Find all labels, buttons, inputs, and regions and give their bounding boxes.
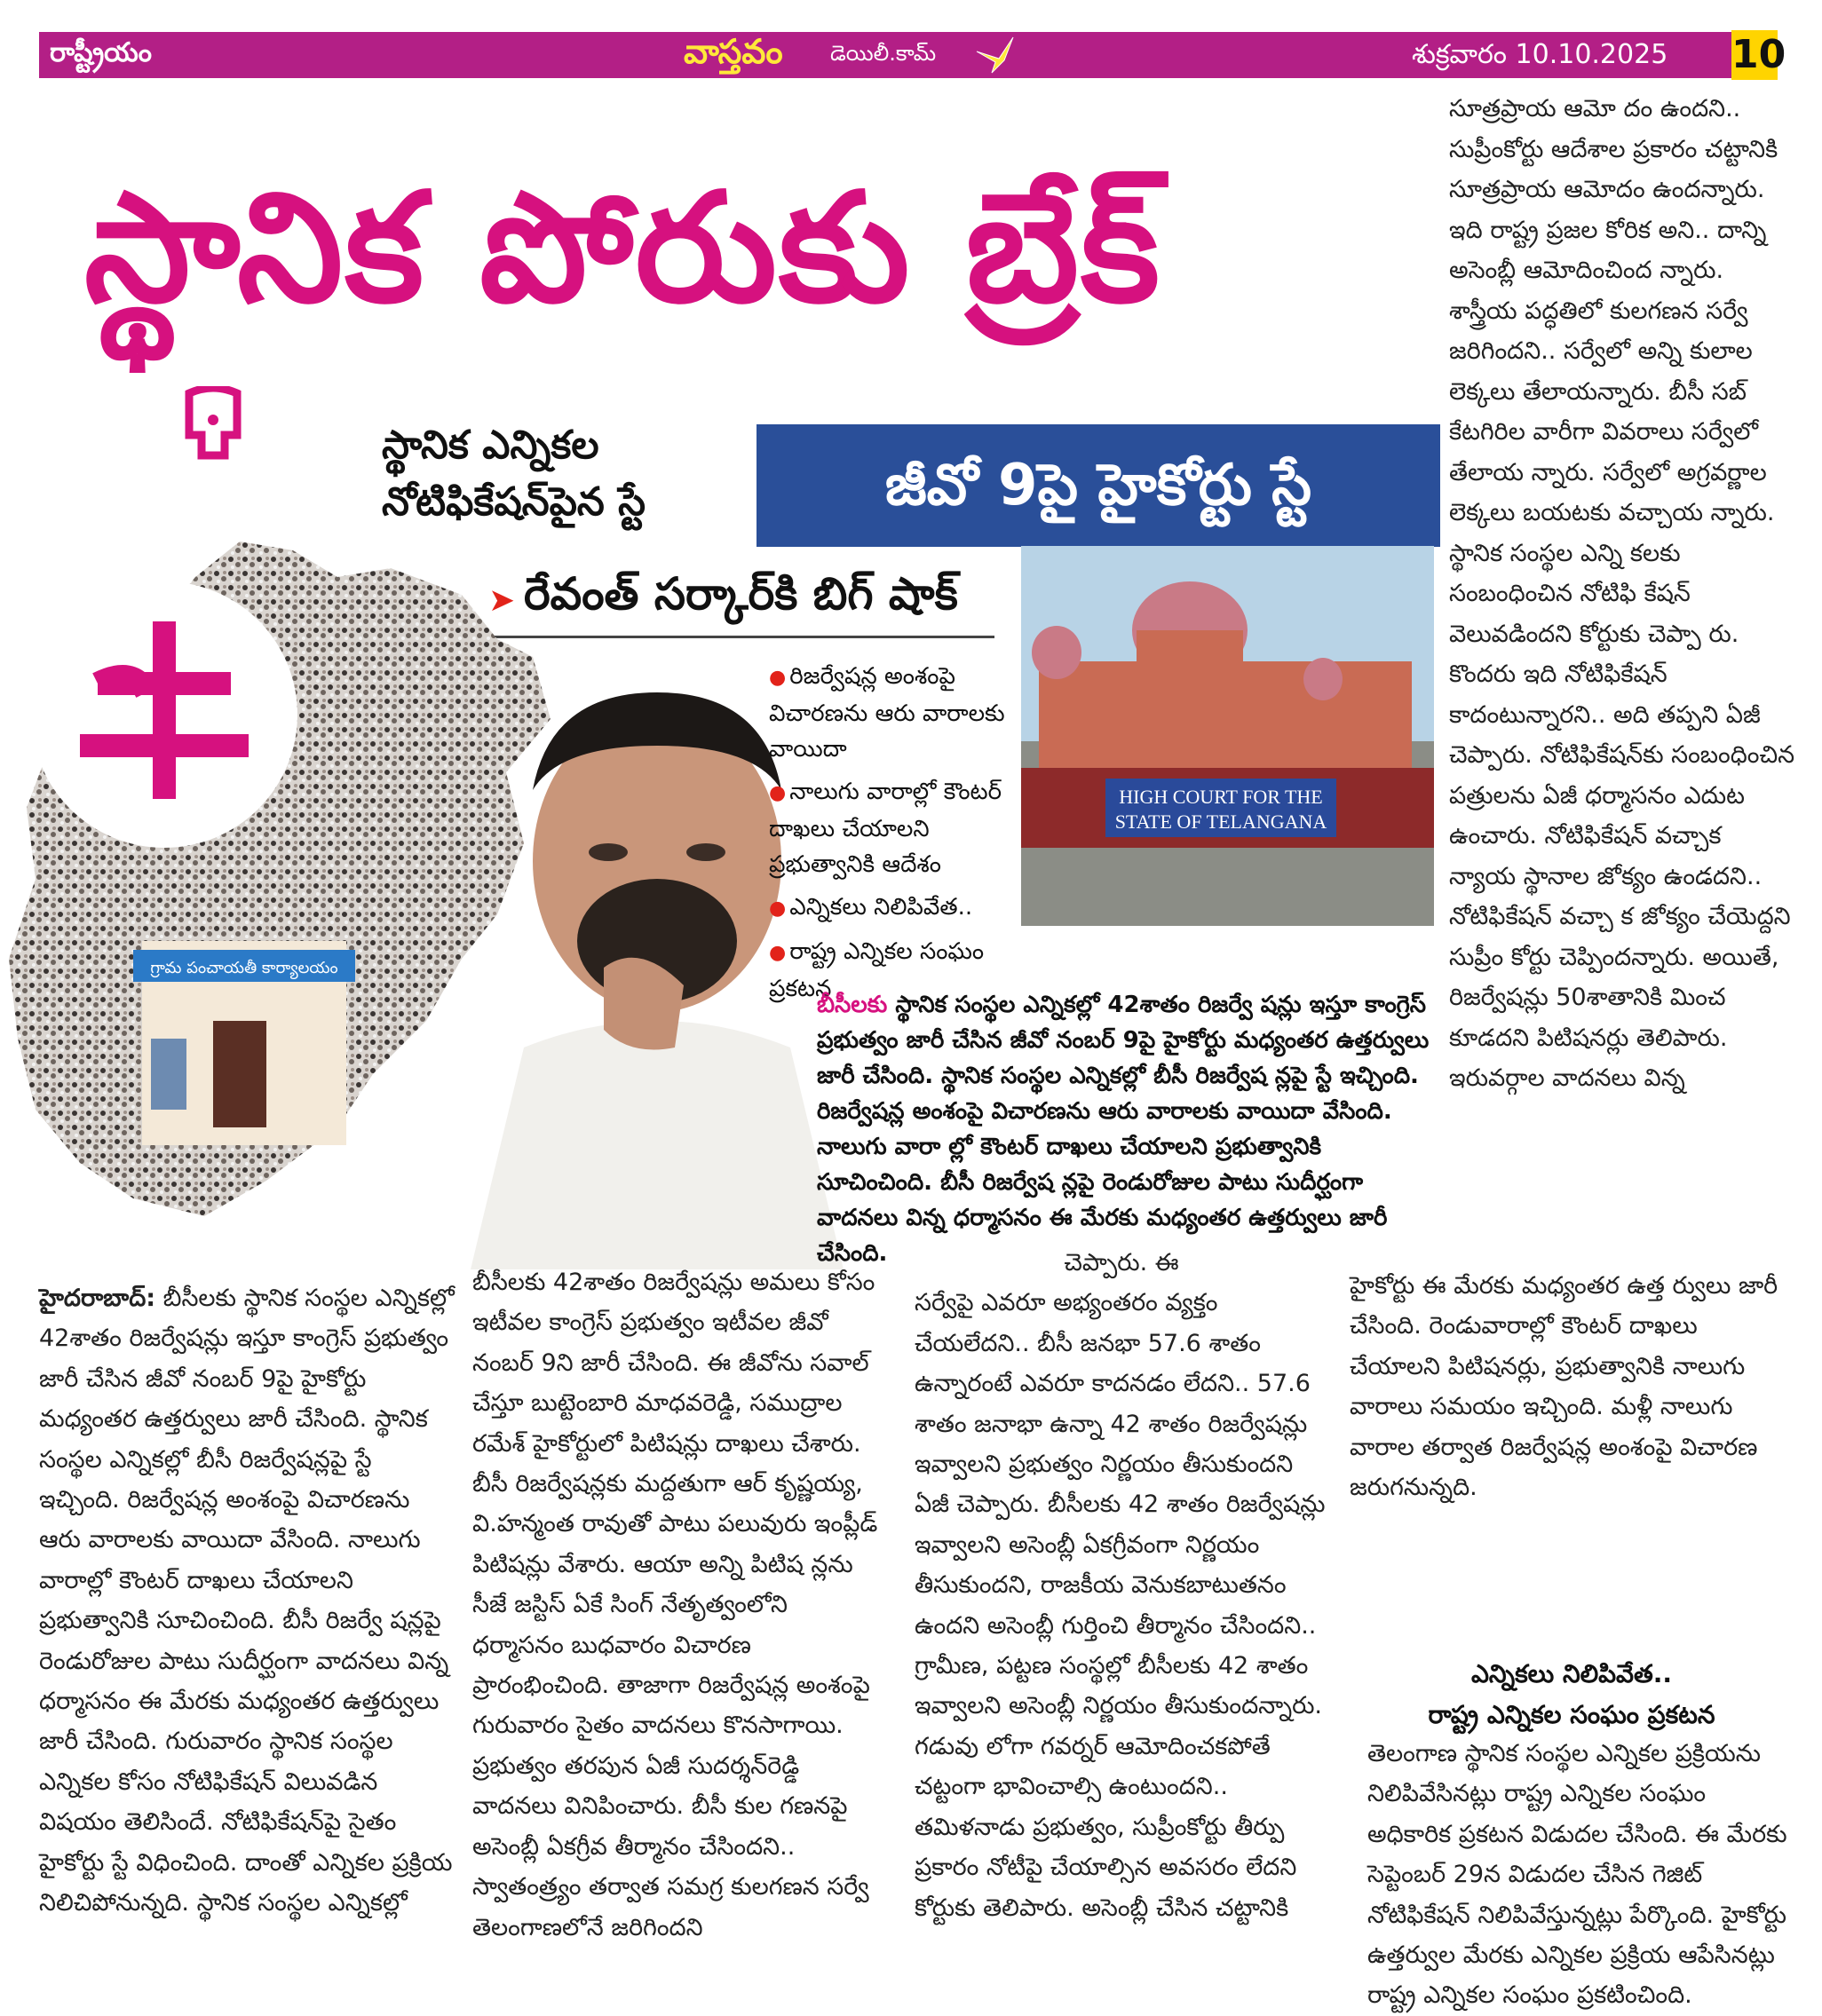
subhead-line2: రాష్ట్ర ఎన్నికల సంఘం ప్రకటన	[1428, 1700, 1715, 1729]
lead-first-word: బీసీలకు	[817, 992, 888, 1018]
issue-date: శుక్రవారం 10.10.2025	[1412, 39, 1668, 70]
lead-text: స్థానిక సంస్థల ఎన్నికల్లో 42శాతం రిజర్వే షన్లు ఇస్తూ కాంగ్రెస్ ప్రభుత్వం జారీ చేసిన జీవో నంబర్ 9పై హైకోర్టు మధ్యంతర ఉత్తర్వులు జారీ చేసింది. స్థానిక సంస్థల ఎన్నికల్లో బీసీ రిజర్వేష న్లపై స్టే ఇచ్చింది. రిజర్వేషన్ల అంశంపై విచారణను ఆరు వారాలకు వాయిదా వేసింది. నాలుగు వారా ల్లో కౌంటర్ దాఖలు చేయాలని ప్రభుత్వానికి సూచించింది. బీసీ రిజర్వేష న్లపై రెండురోజుల పాటు సుదీర్ఘంగా వాదనలు విన్న ధర్మాసనం ఈ మేరకు మధ్యంతర ఉత్తర్వులు జారీ చేసింది.	[817, 992, 1430, 1267]
section-label: రాష్ట్రీయం	[50, 37, 152, 68]
bullet-dot-icon: ●	[769, 942, 787, 964]
building-sign: గ్రామ పంచాయతీ కార్యాలయం	[150, 959, 338, 977]
court-sign-line1: HIGH COURT FOR THE	[1119, 786, 1323, 808]
bullet-text: నాలుగు వారాల్లో కౌంటర్ దాఖలు చేయాలని ప్రభుత్వానికి ఆదేశం	[769, 779, 1002, 878]
sub-headline-right: జీవో 9పై హైకోర్టు స్టే	[884, 453, 1312, 518]
bird-logo-icon	[972, 34, 1017, 75]
bullet-list	[769, 659, 1018, 1014]
bullet-item	[769, 659, 1018, 767]
kicker-underline	[488, 636, 994, 638]
column-1	[39, 1278, 456, 1924]
column-3	[915, 1243, 1328, 1928]
court-sign-line2: STATE OF TELANGANA	[1114, 810, 1327, 833]
column-3-text: సర్వేపై ఎవరూ అభ్యంతరం వ్యక్తం చేయలేదని.. బీసీ జనభా 57.6 శాతం ఉన్నారంటే ఎవరూ కాదనడం లేదని.. 57.6 శాతం జనాభా ఉన్నా 42 శాతం రిజర్వేషన్లు ఇవ్వాలని ప్రభుత్వం నిర్ణయం తీసుకుందని ఏజీ చెప్పారు. బీసీలకు 42 శాతం రిజర్వేషన్లు ఇవ్వాలని అసెంబ్లీ ఏకగ్రీవంగా నిర్ణయం తీసుకుందని, రాజకీయ వెనుకబాటుతనం ఉందని అసెంబ్లీ గుర్తించి తీర్మానం చేసిందని.. గ్రామీణ, పట్టణ సంస్థల్లో బీసీలకు 42 శాతం ఇవ్వాలని అసెంబ్లీ నిర్ణయం తీసుకుందన్నారు. గడువు లోగా గవర్నర్ ఆమోదించకపోతే చట్టంగా భావించాల్సి ఉంటుందని.. తమిళనాడు ప్రభుత్వం, సుప్రీంకోర్టు తీర్పు ప్రకారం నోటీపై చేయాల్సిన అవసరం లేదని కోర్టుకు తెలిపారు. అసెంబ్లీ చేసిన చట్టానికి	[915, 1289, 1326, 1922]
column-4: హైకోర్టు ఈ మేరకు మధ్యంతర ఉత్త ర్వులు జారీ చేసింది. రెండువారాల్లో కౌంటర్ దాఖలు చేయాలని పిటిషనర్లు, ప్రభుత్వానికి నాలుగు వారాలు సమయం ఇచ్చింది. మళ్లీ నాలుగు వారాల తర్వాత రిజర్వేషన్ల అంశంపై విచారణ జరుగనున్నది.	[1350, 1272, 1778, 1502]
column-4-tail: తెలంగాణ స్థానిక సంస్థల ఎన్నికల ప్రక్రియను నిలిపివేసినట్లు రాష్ట్ర ఎన్నికల సంఘం అధికారిక ప్రకటన విడుదల చేసింది. ఈ మేరకు సెప్టెంబర్ 29న విడుదల చేసిన గెజిట్ నోటిఫికేషన్ నిలిపివేస్తున్నట్లు పేర్కొంది. హైకోర్టు ఉత్తర్వుల మేరకు ఎన్నికల ప్రక్రియ ఆపేసినట్లు రాష్ట్ర ఎన్నికల సంఘం ప్రకటించింది.	[1367, 1740, 1787, 2010]
page-number: 10	[1731, 30, 1778, 80]
paper-name: వాస్తవం	[684, 32, 783, 71]
paper-website: డెయిలీ.కామ్	[830, 41, 937, 66]
right-column-text: సూత్రప్రాయ ఆమో దం ఉందని.. సుప్రీంకోర్టు ఆదేశాల ప్రకారం చట్టానికి సూత్రప్రాయ ఆమోదం ఉందన్నారు. ఇది రాష్ట్ర ప్రజల కోరిక అని.. దాన్ని అసెంబ్లీ ఆమోదించింద న్నారు. శాస్త్రీయ పద్ధతిలో కులగణన సర్వే జరిగిందని.. సర్వేలో అన్ని కులాల లెక్కలు తేలాయన్నారు. బీసీ సబ్ కేటగిరిల వారీగా వివరాలు సర్వేలో తేలాయ న్నారు. సర్వేలో అగ్రవర్ణాల లెక్కలు బయటకు వచ్చాయ న్నారు. స్థానిక సంస్థల ఎన్ని కలకు సంబంధించిన నోటిఫి కేషన్ వెలువడిందని కోర్టుకు చెప్పా రు. కొందరు ఇది నోటిఫికేషన్ కాదంటున్నారని.. అది తప్పని ఏజీ చెప్పారు. నోటిఫికేషన్‌కు సంబంధించిన పత్రులను ఏజీ ధర్మాసనం ఎదుట ఉంచారు. నోటిఫికేషన్ వచ్చాక న్యాయ స్థానాల జోక్యం ఉండదని.. నోటిఫికేషన్ వచ్చా క జోక్యం చేయెద్దని సుప్రీం కోర్టు చెప్పిందన్నారు. అయితే, రిజర్వేషన్లు 50శాతానికి మించ కూడదని పిటిషనర్లు తెలిపారు. ఇరువర్గాల వాదనలు విన్న	[1449, 95, 1795, 1092]
bullet-item	[769, 774, 1018, 882]
bullet-dot-icon: ●	[769, 667, 787, 689]
crowd-map-image	[0, 542, 551, 1234]
main-headline: స్థానిక పోరుకు బ్రేక్	[84, 161, 1161, 336]
lead-paragraph	[817, 987, 1438, 1271]
bullet-text: ఎన్నికలు నిలిపివేత..	[789, 894, 973, 921]
bullet-text: రాష్ట్ర ఎన్నికల సంఘం ప్రకటన	[769, 938, 985, 1002]
bullet-item	[769, 889, 1018, 927]
bullet-dot-icon: ●	[769, 782, 787, 804]
kicker-headline: రేవంత్ సర్కార్‌కి బిగ్ షాక్	[524, 568, 958, 620]
sub-headline-left-line1: స్థానిక ఎన్నికల	[382, 423, 599, 468]
dateline: హైదరాబాద్:	[39, 1285, 156, 1312]
kicker-arrow-icon: ➤	[488, 582, 516, 619]
high-court-photo	[1021, 546, 1434, 926]
column-2: బీసీలకు 42శాతం రిజర్వేషన్లు అమలు కోసం ఇటీవల కాంగ్రెస్ ప్రభుత్వం ఇటీవల జీవో నంబర్ 9ని జారీ చేసింది. ఈ జీవోను సవాల్ చేస్తూ బుట్టెంబారి మాధవరెడ్డి, సముద్రాల రమేశ్ హైకోర్టులో పిటిషన్లు దాఖలు చేశారు. బీసీ రిజర్వేషన్లకు మద్దతుగా ఆర్ కృష్ణయ్య, వి.హన్మంత రావుతో పాటు పలువురు ఇంప్లీడ్ పిటిషన్లు వేశారు. ఆయా అన్ని పిటిష న్లను సీజే జస్టిస్ ఏకే సింగ్ నేతృత్వంలోని ధర్మాసనం బుధవారం విచారణ ప్రారంభించింది. తాజాగా రిజర్వేషన్ల అంశంపై గురువారం సైతం వాదనలు కొనసాగాయి. ప్రభుత్వం తరపున ఏజీ సుదర్శన్‌రెడ్డి వాదనలు వినిపించారు. బీసీ కుల గణనపై అసెంబ్లీ ఏకగ్రీవ తీర్మానం చేసిందని.. స్వాతంత్ర్యం తర్వాత సమగ్ర కులగణన సర్వే తెలంగాణలోనే జరిగిందని	[472, 1269, 878, 1941]
sub-headline-left-line2: నోటిఫికేషన్‌పైన స్టే	[382, 479, 646, 525]
subhead-line1: ఎన్నికలు నిలిపివేత..	[1470, 1659, 1673, 1688]
bullet-dot-icon: ●	[769, 897, 787, 920]
column-1-text: బీసీలకు స్థానిక సంస్థల ఎన్నికల్లో 42శాతం రిజర్వేషన్లు ఇస్తూ కాంగ్రెస్ ప్రభుత్వం జారీ చేసిన జీవో నంబర్ 9పై హైకోర్టు మధ్యంతర ఉత్తర్వులు జారీ చేసింది. స్థానిక సంస్థల ఎన్నికల్లో బీసీ రిజర్వేషన్లపై స్టే ఇచ్చింది. రిజర్వేషన్ల అంశంపై విచారణను ఆరు వారాలకు వాయిదా వేసింది. నాలుగు వారాల్లో కౌంటర్ దాఖలు చేయాలని ప్రభుత్వానికి సూచించింది. బీసీ రిజర్వే షన్లపై రెండురోజుల పాటు సుదీర్ఘంగా వాదనలు విన్న ధర్మాసనం ఈ మేరకు మధ్యంతర ఉత్తర్వులు జారీ చేసింది. గురువారం స్థానిక సంస్థల ఎన్నికల కోసం నోటిఫికేషన్ విలువడిన విషయం తెలిసిందే. నోటిఫికేషన్‌పై సైతం హైకోర్టు స్టే విధించింది. దాంతో ఎన్నికల ప్రక్రియ నిలిచిపోనున్నది. స్థానిక సంస్థల ఎన్నికల్లో	[39, 1285, 455, 1917]
column-3-top-line: చెప్పారు. ఈ	[1064, 1249, 1179, 1277]
bullet-text: రిజర్వేషన్ల అంశంపై విచారణను ఆరు వారాలకు వాయిదా	[769, 663, 1005, 763]
sub-headline-left	[382, 417, 755, 531]
headline-arrow-icon	[182, 386, 244, 470]
column-4-subhead	[1350, 1654, 1794, 1735]
